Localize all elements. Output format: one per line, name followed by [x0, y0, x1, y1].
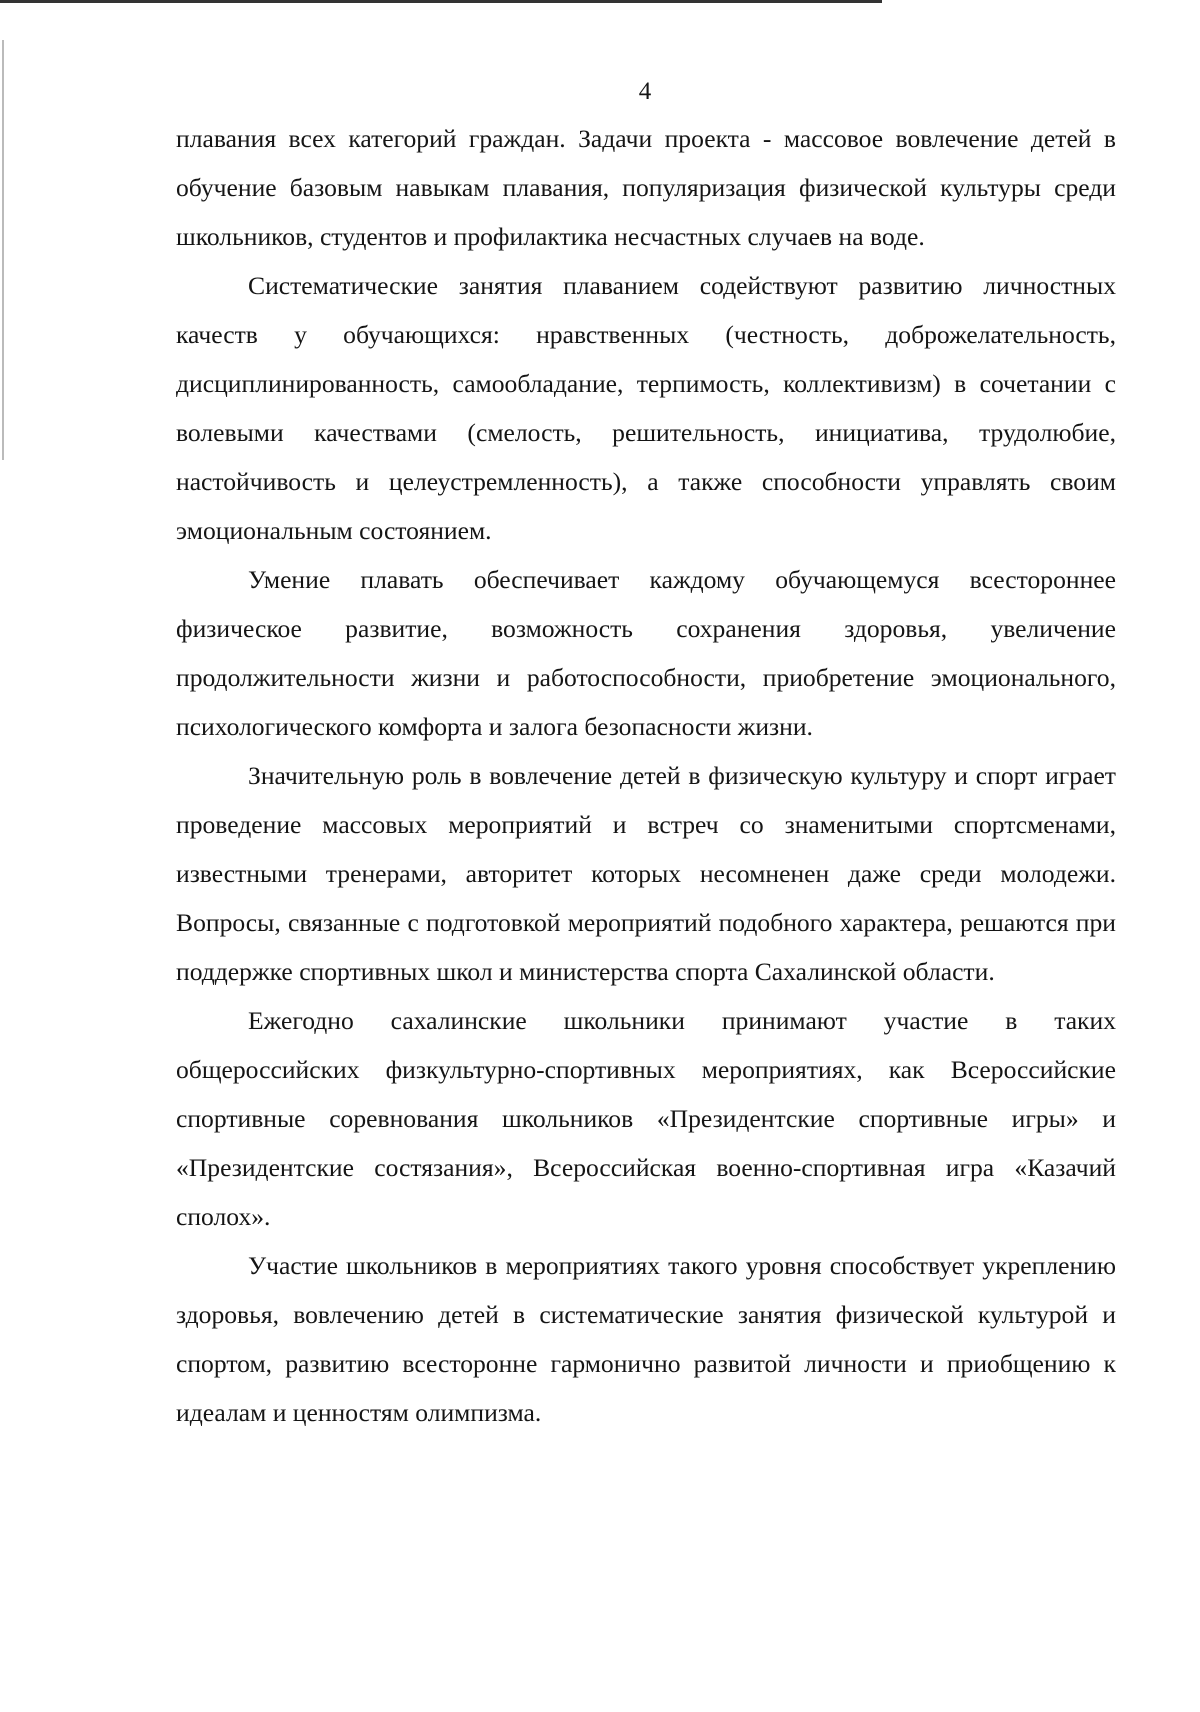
paragraph: Участие школьников в мероприятиях такого уровня способствует укреплению здоровья, вовлечению детей в систематические занятия физической культурой и спортом, развитию всесторонне гармонично развитой личности и приобщению к идеалам и ценностям олимпизма. [176, 1251, 1116, 1427]
document-body [176, 114, 1116, 1437]
paragraph: Систематические занятия плаванием содействуют развитию личностных качеств у обучающихся: нравственных (честность, доброжелательность, дисциплинированность, самообладание, терпимость, коллективизм) в сочетании с волевыми качествами (смелость, решительность, инициатива, трудолюбие, настойчивость и целеустремленность), а также способности управлять своим эмоциональным состоянием. [176, 271, 1116, 545]
page-number: 4 [638, 78, 652, 105]
paragraph: плавания всех категорий граждан. Задачи проекта - массовое вовлечение детей в обучение базовым навыкам плавания, популяризация физической культуры среди школьников, студентов и профилактика несчастных случаев на воде. [176, 124, 1116, 251]
scan-edge-top [0, 0, 882, 3]
paragraph: Умение плавать обеспечивает каждому обучающемуся всестороннее физическое развитие, возможность сохранения здоровья, увеличение продолжительности жизни и работоспособности, приобретение эмоционального, психологического комфорта и залога безопасности жизни. [176, 565, 1116, 741]
paragraph: Ежегодно сахалинские школьники принимают участие в таких общероссийских физкультурно-спортивных мероприятиях, как Всероссийские спортивные соревнования школьников «Президентские спортивные игры» и «Президентские состязания», Всероссийская военно-спортивная игра «Казачий сполох». [176, 1006, 1116, 1231]
paragraph: Значительную роль в вовлечение детей в физическую культуру и спорт играет проведение массовых мероприятий и встреч со знаменитыми спортсменами, известными тренерами, авторитет которых несомненен даже среди молодежи. Вопросы, связанные с подготовкой мероприятий подобного характера, решаются при поддержке спортивных школ и министерства спорта Сахалинской области. [176, 761, 1116, 986]
